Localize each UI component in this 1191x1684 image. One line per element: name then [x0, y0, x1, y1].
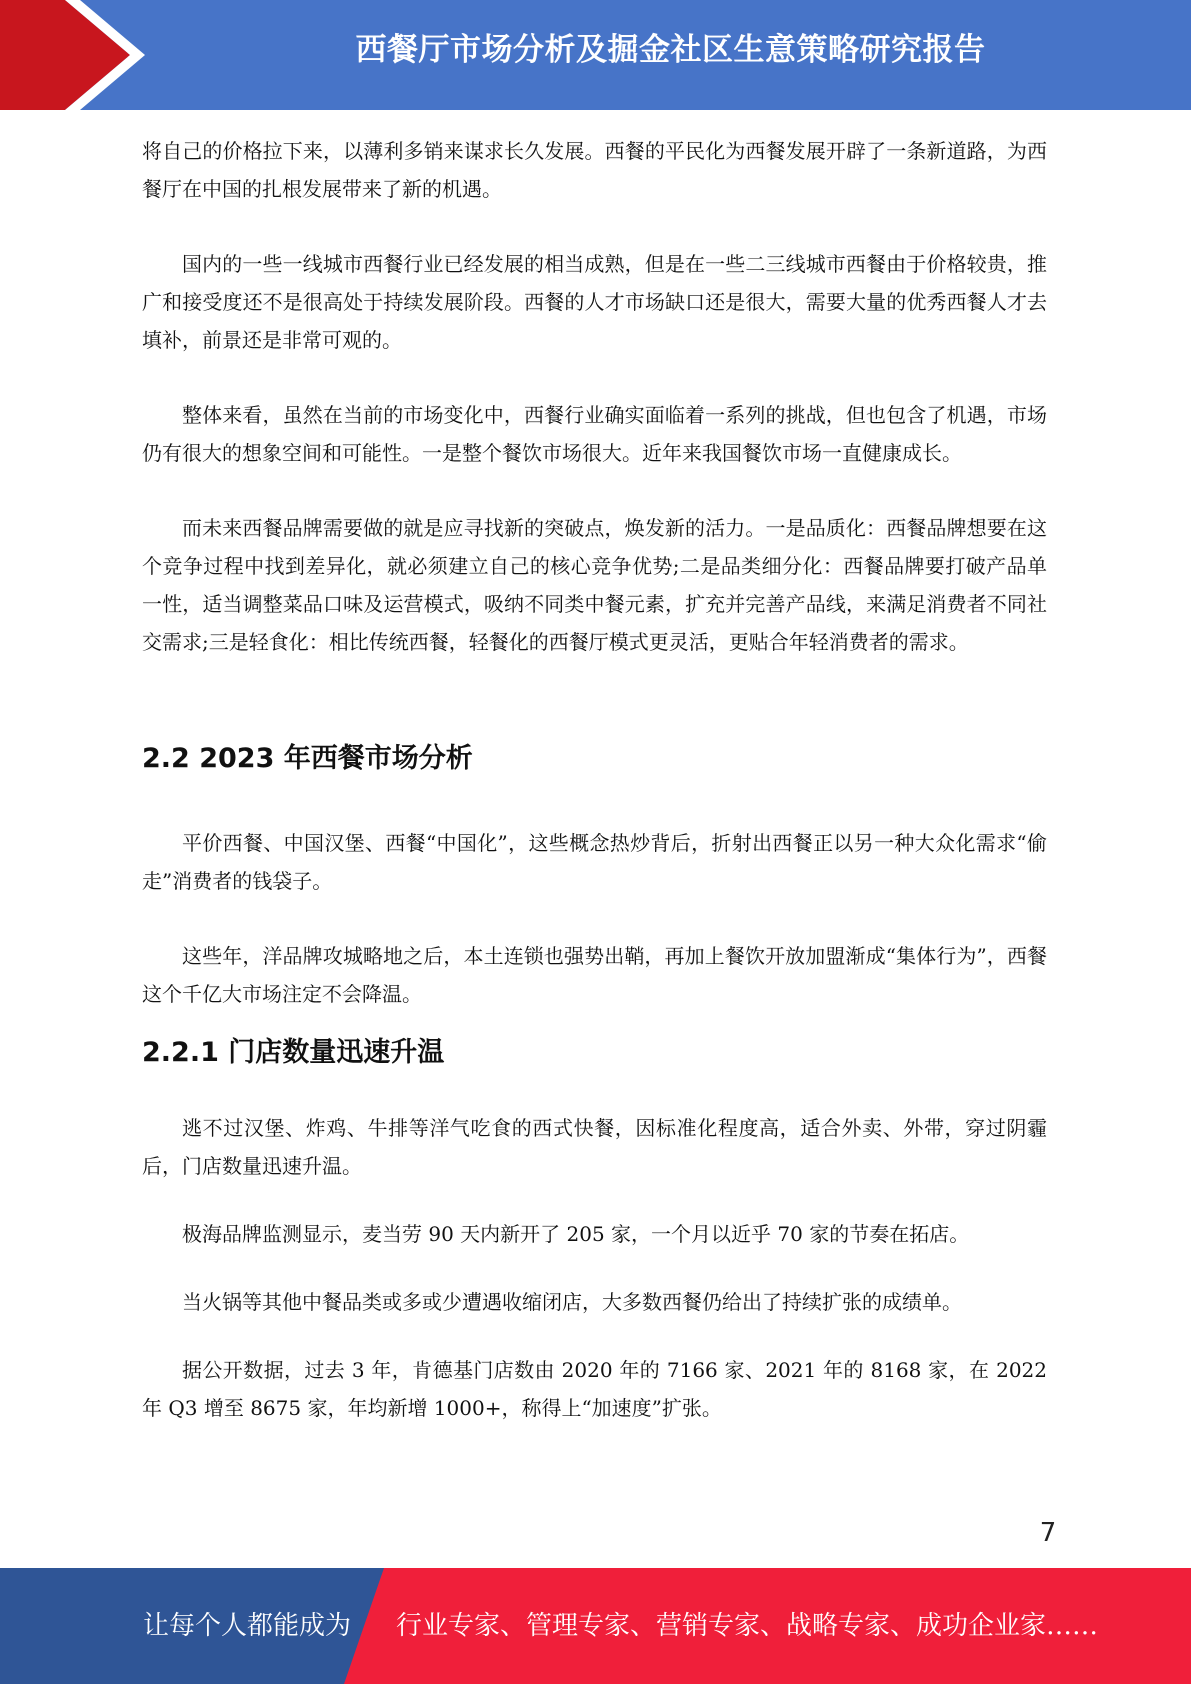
page-number: 7 — [1039, 1518, 1057, 1548]
section-heading-2-2-1: 2.2.1 门店数量迅速升温 — [142, 1037, 445, 1068]
paragraph-1: 将自己的价格拉下来，以薄利多销来谋求长久发展。西餐的平民化为西餐发展开辟了一条新道路，为西餐厅在中国的扎根发展带来了新的机遇。 — [142, 139, 1047, 201]
paragraph-9: 当火锅等其他中餐品类或多或少遭遇收缩闭店，大多数西餐仍给出了持续扩张的成绩单。 — [182, 1290, 962, 1314]
paragraph-4: 而未来西餐品牌需要做的就是应寻找新的突破点，焕发新的活力。一是品质化：西餐品牌想要在这个竞争过程中找到差异化，就必须建立自己的核心竞争优势;二是品类细分化：西餐品牌要打破产品单一性，适当调整菜品口味及运营模式，吸纳不同类中餐元素，扩充并完善产品线，来满足消费者不同社交需求;三是轻食化：相比传统西餐，轻餐化的西餐厅模式更灵活，更贴合年轻消费者的需求。 — [142, 516, 1047, 654]
page-footer — [0, 1568, 1191, 1684]
footer-slogan-right: 行业专家、管理专家、营销专家、战略专家、成功企业家…… — [396, 1611, 1099, 1641]
paragraph-8: 极海品牌监测显示，麦当劳 90 天内新开了 205 家，一个月以近乎 70 家的节奏在拓店。 — [182, 1222, 970, 1246]
paragraph-2: 国内的一些一线城市西餐行业已经发展的相当成熟，但是在一些二三线城市西餐由于价格较贵，推广和接受度还不是很高处于持续发展阶段。西餐的人才市场缺口还是很大，需要大量的优秀西餐人才去填补，前景还是非常可观的。 — [142, 252, 1047, 352]
report-title: 西餐厅市场分析及掘金社区生意策略研究报告 — [355, 32, 986, 68]
section-heading-2-2: 2.2 2023 年西餐市场分析 — [142, 743, 473, 774]
paragraph-7: 逃不过汉堡、炸鸡、牛排等洋气吃食的西式快餐，因标准化程度高，适合外卖、外带，穿过阴霾后，门店数量迅速升温。 — [142, 1116, 1047, 1178]
paragraph-6: 这些年，洋品牌攻城略地之后，本土连锁也强势出鞘，再加上餐饮开放加盟渐成“集体行为”，西餐这个千亿大市场注定不会降温。 — [142, 944, 1047, 1006]
paragraph-5: 平价西餐、中国汉堡、西餐“中国化”，这些概念热炒背后，折射出西餐正以另一种大众化需求“偷走”消费者的钱袋子。 — [142, 831, 1047, 893]
document-body — [142, 132, 1047, 1427]
header-chevron-decoration — [0, 0, 160, 110]
page-header — [0, 0, 1191, 110]
paragraph-3: 整体来看，虽然在当前的市场变化中，西餐行业确实面临着一系列的挑战，但也包含了机遇，市场仍有很大的想象空间和可能性。一是整个餐饮市场很大。近年来我国餐饮市场一直健康成长。 — [142, 403, 1047, 465]
paragraph-10: 据公开数据，过去 3 年，肯德基门店数由 2020 年的 7166 家、2021 年的 8168 家，在 2022 年 Q3 增至 8675 家，年均新增 1000+，称得上“加速度”扩张。 — [142, 1358, 1047, 1420]
footer-slogan-left: 让每个人都能成为 — [143, 1611, 352, 1641]
